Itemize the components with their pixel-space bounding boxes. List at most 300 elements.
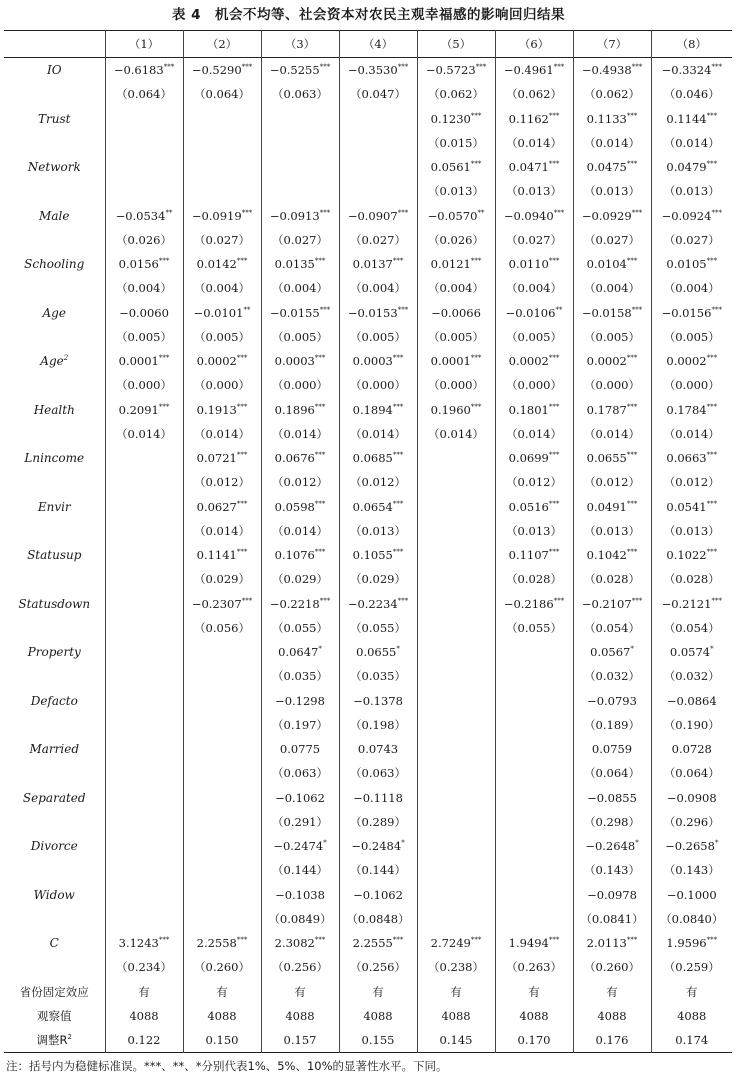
coefficient-value: 0.1784 — [666, 402, 707, 417]
significance-stars: ** — [555, 305, 563, 314]
standard-error: （0.000） — [663, 378, 720, 393]
standard-error-cell — [183, 761, 261, 785]
standard-error-cell — [417, 470, 495, 494]
standard-error-cell — [417, 373, 495, 397]
coefficient-cell — [651, 155, 732, 179]
standard-error: （0.256） — [350, 960, 406, 975]
standard-error-cell — [339, 858, 417, 882]
standard-error-cell — [573, 276, 651, 300]
column-header: （3） — [261, 31, 339, 58]
standard-error-cell — [417, 82, 495, 106]
footer-value: 4088 — [495, 1004, 573, 1028]
standard-error: （0.005） — [663, 329, 720, 344]
standard-error: （0.014） — [350, 426, 406, 441]
coefficient-cell — [183, 640, 261, 664]
footer-value: 4088 — [651, 1004, 732, 1028]
standard-error-cell — [339, 422, 417, 446]
coefficient-value: 2.2558 — [196, 936, 237, 951]
standard-error-cell — [573, 713, 651, 737]
significance-stars: *** — [392, 402, 404, 411]
standard-error: （0.064） — [194, 87, 250, 102]
footer-value: 有 — [573, 980, 651, 1004]
variable-name — [4, 786, 105, 810]
significance-stars: *** — [236, 354, 248, 363]
empty-cell — [4, 422, 105, 446]
coefficient-cell — [651, 446, 732, 470]
coefficient-cell — [339, 834, 417, 858]
table-row — [4, 179, 732, 203]
standard-error: （0.004） — [194, 281, 250, 296]
standard-error-cell — [573, 131, 651, 155]
coefficient-cell — [183, 883, 261, 907]
coefficient-cell — [417, 834, 495, 858]
coefficient-cell — [651, 737, 732, 761]
coefficient-cell — [105, 592, 183, 616]
standard-error-cell — [573, 373, 651, 397]
table-row — [4, 883, 732, 907]
coefficient-cell — [651, 543, 732, 567]
footer-value: 0.157 — [261, 1028, 339, 1053]
empty-cell — [4, 131, 105, 155]
standard-error: （0.064） — [584, 766, 640, 781]
coefficient-value: 0.0003 — [274, 354, 315, 369]
coefficient-value: −0.0855 — [587, 790, 637, 805]
variable-name — [4, 58, 105, 83]
standard-error-cell — [339, 276, 417, 300]
variable-name — [4, 349, 105, 373]
standard-error-cell — [105, 858, 183, 882]
standard-error: （0.260） — [194, 960, 250, 975]
empty-cell — [4, 810, 105, 834]
significance-stars: *** — [397, 596, 409, 605]
standard-error: （0.004） — [663, 281, 720, 296]
coefficient-cell — [651, 883, 732, 907]
significance-stars: *** — [711, 305, 722, 314]
significance-stars: *** — [470, 111, 482, 120]
significance-stars: *** — [706, 257, 718, 266]
coefficient-cell — [651, 834, 732, 858]
coefficient-value: 0.0685 — [352, 451, 393, 466]
coefficient-value: −0.1118 — [353, 790, 403, 805]
standard-error-cell — [183, 228, 261, 252]
coefficient-cell — [105, 737, 183, 761]
coefficient-cell — [339, 640, 417, 664]
coefficient-value: 0.0561 — [430, 160, 471, 175]
standard-error-cell — [417, 616, 495, 640]
variable-label: Age — [42, 305, 66, 320]
significance-stars: *** — [241, 208, 253, 217]
standard-error: （0.047） — [350, 87, 406, 102]
coefficient-value: 0.0775 — [279, 742, 321, 757]
coefficient-value: −0.0060 — [119, 305, 169, 320]
significance-stars: *** — [548, 451, 560, 460]
standard-error: （0.014） — [194, 523, 250, 538]
coefficient-value: −0.0908 — [666, 790, 717, 805]
coefficient-cell — [573, 495, 651, 519]
coefficient-cell — [495, 737, 573, 761]
coefficient-value: 0.0002 — [586, 354, 627, 369]
standard-error-cell — [183, 373, 261, 397]
significance-stars: ** — [477, 208, 485, 217]
standard-error: （0.000） — [272, 378, 328, 393]
coefficient-cell — [573, 592, 651, 616]
variable-label: Male — [39, 208, 70, 223]
standard-error-cell — [573, 82, 651, 106]
standard-error-cell — [105, 82, 183, 106]
coefficient-cell — [417, 592, 495, 616]
coefficient-value: 0.1801 — [508, 402, 549, 417]
standard-error: （0.062） — [584, 87, 640, 102]
significance-stars: *** — [397, 208, 409, 217]
empty-cell — [4, 519, 105, 543]
coefficient-value: 2.3082 — [274, 936, 315, 951]
coefficient-value: −0.0793 — [587, 693, 637, 708]
standard-error-cell — [339, 761, 417, 785]
standard-error-cell — [417, 276, 495, 300]
standard-error-cell — [573, 858, 651, 882]
standard-error: （0.064） — [663, 766, 720, 781]
empty-cell — [4, 567, 105, 591]
coefficient-cell — [261, 252, 339, 276]
coefficient-value: −0.0101 — [193, 305, 244, 320]
standard-error-cell — [495, 179, 573, 203]
table-row — [4, 228, 732, 252]
coefficient-value: −0.2474 — [273, 839, 324, 854]
empty-cell — [4, 907, 105, 931]
coefficient-cell — [651, 786, 732, 810]
standard-error-cell — [417, 131, 495, 155]
coefficient-value: −0.3530 — [347, 63, 398, 78]
variable-name — [4, 834, 105, 858]
coefficient-cell — [495, 543, 573, 567]
coefficient-value: 0.0574 — [669, 645, 711, 660]
standard-error-cell — [651, 131, 732, 155]
coefficient-cell — [417, 543, 495, 567]
coefficient-cell — [105, 301, 183, 325]
coefficient-value: 0.0676 — [274, 451, 315, 466]
table-row — [4, 907, 732, 931]
significance-stars: *** — [706, 499, 718, 508]
standard-error: （0.000） — [506, 378, 562, 393]
coefficient-value: −0.0913 — [269, 208, 320, 223]
coefficient-cell — [573, 252, 651, 276]
table-row — [4, 980, 732, 1004]
coefficient-value: 0.0647 — [278, 645, 319, 660]
standard-error-cell — [573, 616, 651, 640]
significance-stars: *** — [158, 257, 170, 266]
coefficient-value: 0.2091 — [118, 402, 159, 417]
standard-error-cell — [573, 228, 651, 252]
coefficient-cell — [495, 640, 573, 664]
standard-error-cell — [105, 567, 183, 591]
standard-error-cell — [495, 373, 573, 397]
coefficient-value: 0.1896 — [274, 402, 315, 417]
coefficient-cell — [339, 252, 417, 276]
coefficient-value: 0.1787 — [586, 402, 627, 417]
coefficient-cell — [105, 155, 183, 179]
coefficient-cell — [339, 58, 417, 83]
standard-error: （0.263） — [506, 960, 562, 975]
coefficient-value: 2.0113 — [586, 936, 627, 951]
standard-error-cell — [495, 907, 573, 931]
standard-error: （0.013） — [584, 523, 640, 538]
empty-cell — [4, 82, 105, 106]
significance-stars: *** — [706, 402, 718, 411]
coefficient-value: −0.0978 — [587, 887, 637, 902]
standard-error-cell — [339, 907, 417, 931]
coefficient-value: 0.0759 — [591, 742, 633, 757]
standard-error-cell — [261, 567, 339, 591]
coefficient-cell — [183, 398, 261, 422]
standard-error: （0.027） — [663, 232, 720, 247]
standard-error-cell — [495, 228, 573, 252]
standard-error-cell — [105, 664, 183, 688]
coefficient-value: 0.1076 — [274, 548, 315, 563]
standard-error: （0.055） — [272, 620, 328, 635]
standard-error-cell — [261, 325, 339, 349]
significance-stars: *** — [314, 451, 326, 460]
standard-error: （0.027） — [350, 232, 406, 247]
coefficient-cell — [183, 592, 261, 616]
table-row — [4, 567, 732, 591]
standard-error: （0.005） — [272, 329, 328, 344]
significance-stars: *** — [314, 354, 326, 363]
significance-stars: *** — [236, 936, 248, 945]
standard-error: （0.027） — [272, 232, 328, 247]
standard-error: （0.0848） — [346, 911, 410, 926]
coefficient-cell — [105, 834, 183, 858]
standard-error: （0.012） — [194, 475, 250, 490]
standard-error-cell — [339, 810, 417, 834]
standard-error-cell — [651, 616, 732, 640]
coefficient-cell — [417, 883, 495, 907]
coefficient-cell — [183, 349, 261, 373]
significance-stars: *** — [392, 548, 404, 557]
standard-error-cell — [417, 761, 495, 785]
standard-error: （0.259） — [663, 960, 720, 975]
standard-error: （0.234） — [116, 960, 172, 975]
significance-stars: *** — [158, 402, 170, 411]
standard-error-cell — [105, 228, 183, 252]
standard-error-cell — [261, 179, 339, 203]
standard-error-cell — [183, 567, 261, 591]
coefficient-value: 0.0541 — [666, 499, 707, 514]
significance-stars: * — [635, 839, 639, 848]
coefficient-cell — [495, 252, 573, 276]
variable-label: Network — [27, 160, 81, 175]
standard-error-cell — [183, 713, 261, 737]
coefficient-cell — [417, 349, 495, 373]
significance-stars: *** — [626, 402, 638, 411]
coefficient-value: −0.4938 — [581, 63, 632, 78]
standard-error: （0.144） — [350, 863, 406, 878]
coefficient-value: −0.0907 — [347, 208, 398, 223]
standard-error-cell — [183, 276, 261, 300]
coefficient-cell — [573, 58, 651, 83]
significance-stars: *** — [706, 111, 718, 120]
coefficient-value: 1.9494 — [508, 936, 549, 951]
significance-stars: * — [401, 839, 405, 848]
significance-stars: *** — [241, 63, 253, 72]
coefficient-value: 0.0491 — [586, 499, 627, 514]
variable-label: Schooling — [24, 257, 85, 272]
footer-value: 有 — [651, 980, 732, 1004]
coefficient-cell — [183, 786, 261, 810]
standard-error-cell — [573, 907, 651, 931]
standard-error-cell — [105, 325, 183, 349]
coefficient-cell — [105, 543, 183, 567]
significance-stars: *** — [548, 111, 560, 120]
standard-error: （0.014） — [194, 426, 250, 441]
variable-label: Health — [33, 402, 75, 417]
standard-error: （0.014） — [272, 426, 328, 441]
coefficient-cell — [183, 155, 261, 179]
standard-error-cell — [651, 276, 732, 300]
coefficient-cell — [261, 107, 339, 131]
coefficient-cell — [183, 931, 261, 955]
standard-error-cell — [495, 810, 573, 834]
coefficient-value: −0.3324 — [661, 63, 712, 78]
standard-error-cell — [495, 131, 573, 155]
coefficient-value: 0.1141 — [196, 548, 237, 563]
coefficient-value: 0.1042 — [586, 548, 627, 563]
standard-error: （0.000） — [194, 378, 250, 393]
standard-error-cell — [183, 519, 261, 543]
variable-name — [4, 640, 105, 664]
variable-label: Trust — [38, 111, 71, 126]
coefficient-value: 0.1162 — [508, 111, 549, 126]
empty-cell — [4, 228, 105, 252]
coefficient-value: −0.0106 — [505, 305, 556, 320]
standard-error-cell — [105, 955, 183, 979]
standard-error: （0.012） — [272, 475, 328, 490]
coefficient-cell — [651, 58, 732, 83]
variable-name — [4, 931, 105, 955]
significance-stars: * — [714, 839, 719, 848]
standard-error: （0.014） — [116, 426, 172, 441]
standard-error-cell — [105, 179, 183, 203]
significance-stars: *** — [314, 548, 326, 557]
significance-stars: * — [396, 645, 400, 654]
coefficient-value: 3.1243 — [118, 936, 159, 951]
coefficient-value: 0.0654 — [352, 499, 393, 514]
coefficient-cell — [573, 640, 651, 664]
significance-stars: *** — [706, 451, 718, 460]
variable-label: Property — [27, 645, 81, 660]
significance-stars: *** — [626, 354, 638, 363]
standard-error-cell — [183, 664, 261, 688]
variable-name — [4, 301, 105, 325]
standard-error: （0.005） — [194, 329, 250, 344]
variable-label: Statusup — [27, 548, 82, 563]
footer-value: 有 — [183, 980, 261, 1004]
standard-error-cell — [417, 810, 495, 834]
standard-error-cell — [651, 422, 732, 446]
coefficient-cell — [261, 204, 339, 228]
coefficient-cell — [573, 349, 651, 373]
variable-label: C — [49, 936, 59, 951]
standard-error-cell — [261, 82, 339, 106]
standard-error-cell — [573, 179, 651, 203]
standard-error-cell — [495, 325, 573, 349]
table-row — [4, 834, 732, 858]
standard-error: （0.027） — [584, 232, 640, 247]
coefficient-cell — [183, 495, 261, 519]
coefficient-cell — [339, 543, 417, 567]
coefficient-cell — [105, 883, 183, 907]
standard-error: （0.054） — [663, 620, 720, 635]
variable-name — [4, 495, 105, 519]
column-header — [4, 31, 105, 58]
column-header: （4） — [339, 31, 417, 58]
standard-error: （0.064） — [116, 87, 172, 102]
standard-error: （0.004） — [428, 281, 484, 296]
standard-error: （0.046） — [663, 87, 720, 102]
standard-error: （0.005） — [584, 329, 640, 344]
standard-error-cell — [573, 955, 651, 979]
standard-error: （0.291） — [272, 814, 328, 829]
coefficient-cell — [573, 155, 651, 179]
standard-error: （0.238） — [428, 960, 484, 975]
coefficient-cell — [573, 834, 651, 858]
coefficient-cell — [495, 883, 573, 907]
standard-error: （0.028） — [584, 572, 640, 587]
coefficient-cell — [573, 737, 651, 761]
coefficient-value: 0.0002 — [508, 354, 549, 369]
coefficient-cell — [495, 834, 573, 858]
variable-label: Married — [29, 742, 80, 757]
standard-error-cell — [339, 373, 417, 397]
significance-stars: *** — [392, 499, 404, 508]
standard-error: （0.004） — [116, 281, 172, 296]
significance-stars: *** — [392, 354, 404, 363]
significance-stars: *** — [470, 402, 482, 411]
standard-error-cell — [183, 616, 261, 640]
significance-stars: *** — [470, 936, 482, 945]
table-row — [4, 810, 732, 834]
standard-error: （0.0841） — [580, 911, 644, 926]
footer-label-text: 调整R — [36, 1033, 68, 1048]
empty-cell — [4, 761, 105, 785]
coefficient-value: −0.2658 — [665, 839, 715, 854]
significance-stars: *** — [314, 402, 326, 411]
coefficient-cell — [651, 204, 732, 228]
coefficient-cell — [105, 446, 183, 470]
significance-stars: *** — [631, 208, 643, 217]
footer-value: 有 — [495, 980, 573, 1004]
standard-error: （0.062） — [428, 87, 484, 102]
standard-error-cell — [495, 470, 573, 494]
standard-error-cell — [339, 519, 417, 543]
coefficient-cell — [105, 398, 183, 422]
footer-value: 0.155 — [339, 1028, 417, 1053]
standard-error: （0.029） — [194, 572, 250, 587]
table-row — [4, 931, 732, 955]
standard-error-cell — [495, 858, 573, 882]
significance-stars: *** — [553, 208, 565, 217]
footer-value: 0.174 — [651, 1028, 732, 1053]
variable-label: Lnincome — [24, 451, 85, 466]
significance-stars: *** — [626, 160, 638, 169]
coefficient-cell — [573, 107, 651, 131]
standard-error-cell — [573, 470, 651, 494]
coefficient-cell — [651, 252, 732, 276]
significance-stars: *** — [163, 63, 175, 72]
coefficient-cell — [105, 495, 183, 519]
significance-stars: *** — [631, 63, 643, 72]
coefficient-cell — [417, 155, 495, 179]
standard-error: （0.027） — [506, 232, 562, 247]
